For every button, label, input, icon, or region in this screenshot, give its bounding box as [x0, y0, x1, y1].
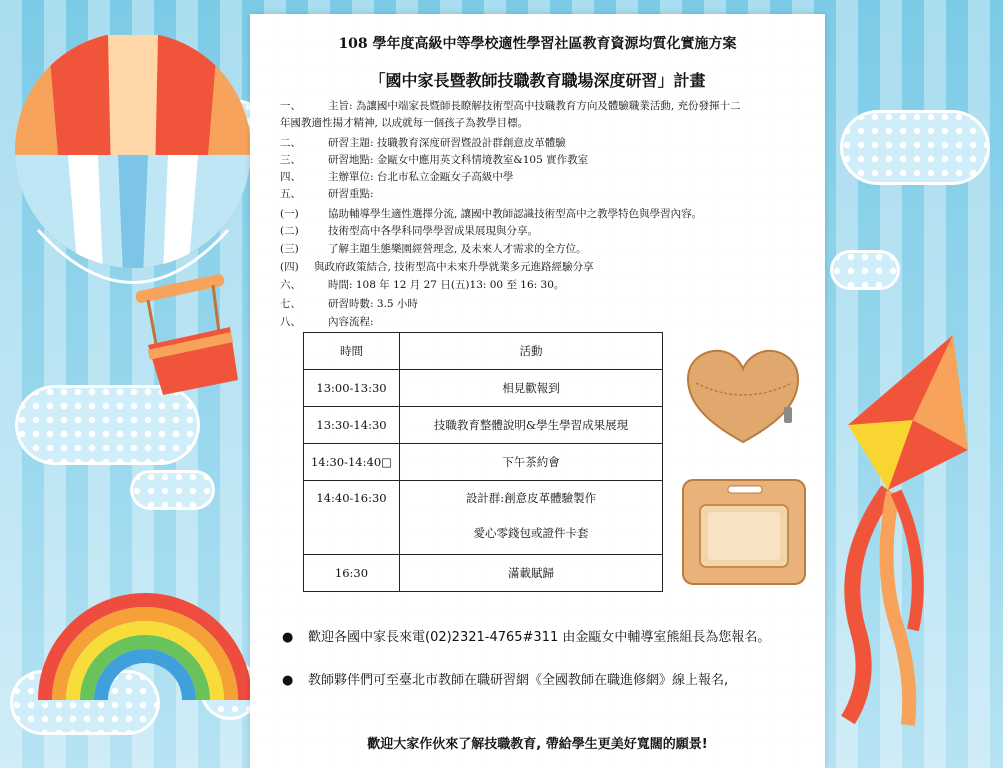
section-item: 五、 研習重點: [280, 188, 374, 200]
activity-cell: 滿載賦歸 [400, 555, 663, 592]
program-title: 108 學年度高級中等學校適性學習社區教育資源均質化實施方案 [338, 36, 737, 52]
heart-coin-purse-image [686, 347, 801, 447]
table-row [304, 481, 663, 555]
rainbow-icon [30, 570, 255, 700]
registration-note-text: 教師夥伴們可至臺北市教師在職研習網《全國教師在職進修網》線上報名, [308, 673, 729, 688]
flyer-document [250, 14, 825, 768]
cloud-decoration [830, 250, 900, 290]
section-item: 六、 時間: 108 年 12 月 27 日(五)13: 00 至 16: 30。 [280, 279, 565, 291]
time-cell: 16:30 [304, 555, 400, 592]
closing-message: 歡迎大家作伙來了解技職教育, 帶給學生更美好寬闊的願景! [367, 737, 708, 752]
section-item: (二) 技術型高中各學科同學學習成果展現與分享。 [280, 225, 538, 237]
card-holder-image [680, 472, 810, 590]
activity-line: 愛心零錢包或證件卡套 [473, 525, 589, 540]
table-row [304, 370, 663, 407]
cloud-decoration [840, 110, 990, 185]
cloud-decoration [130, 470, 215, 510]
hot-air-balloon-icon [8, 35, 258, 400]
section-item: (四) 與政府政策結合, 技術型高中未來升學就業多元進路經驗分享 [280, 261, 594, 273]
table-header: 活動 [400, 333, 663, 370]
activity-line: 設計群:創意皮革體驗製作 [465, 490, 597, 505]
section-item: 一、 主旨: 為讓國中端家長暨師長瞭解技術型高中技職教育方向及體驗職業活動, 充份發揮十二 [280, 100, 741, 112]
kite-icon [818, 330, 978, 730]
section-item: 七、 研習時數: 3.5 小時 [280, 298, 418, 310]
table-row [304, 555, 663, 592]
section-item: 八、 內容流程: [280, 316, 374, 328]
time-cell: 13:00-13:30 [304, 370, 400, 407]
time-cell: 14:40-16:30 [304, 481, 400, 555]
section-item: 二、 研習主題: 技職教育深度研習暨設計群創意皮革體驗 [280, 137, 566, 149]
table-row [304, 444, 663, 481]
time-cell: 14:30-14:40□ [304, 444, 400, 481]
flyer-content: 108 學年度高級中等學校適性學習社區教育資源均質化實施方案 「國中家長暨教師技職教育職場深度研習」計畫 一、 主旨: 為讓國中端家長暨師長瞭解技術型高中技職教育方向及體驗職業活動, 充份發揮十二 年國教適性揚才精神, 以成就每一個孩子為教學目標。 二、 研習主題: 技職教育深度研習暨設計群創意皮革體驗 三、 研習地點: 金甌女中應用英文科情境教室&105 實作教室 四、 主辦單位: 台北市私立金甌女子高級中學 五、 研習重點: (一) 協助輔導學生適性選擇分流, 讓國中教師認識技術型高中之教學特色與學習內容。 (二) 技術型高中各學科同學學習成果展現與分享。 (三) 了解主題生態樂園經營理念, 及未來人才需求的全方位。 (四) 與政府政策結合, 技術型高中未來升學就業多元進路經驗分享 六、 時間: 108 年 12 月 27 日(五)13: 00 至 16: 30。 七、 研習時數: 3.5 小時 八、 內容流程: 時間 活動 13:00-13:30 相見歡報到 13:30-14:30 技職教育整體說明&學生學習成果展現 14:30-14:40□ 下午茶約會 14:40-16:30 設計群:創意皮革體驗製作 愛心零錢包或證件卡套 16:30 滿載賦歸 ● 歡迎各國中家長來電(02)2321-4765#311 由金甌女中輔導室熊組長為您報名。 ● 教師夥伴們可至臺北市教師在職研習網《全國教師在職進修網》線上報名, 歡迎大家作伙來了解技職教育, 帶給學生更美好寬闊的願景! [250, 14, 825, 768]
activity-cell: 下午茶約會 [400, 444, 663, 481]
section-item: (三) 了解主題生態樂園經營理念, 及未來人才需求的全方位。 [280, 243, 587, 255]
table-row [304, 407, 663, 444]
schedule-table [303, 332, 663, 592]
activity-cell: 相見歡報到 [400, 370, 663, 407]
section-item: 三、 研習地點: 金甌女中應用英文科情境教室&105 實作教室 [280, 154, 589, 166]
event-title: 「國中家長暨教師技職教育職場深度研習」計畫 [369, 71, 706, 90]
activity-cell: 技職教育整體說明&學生學習成果展現 [400, 407, 663, 444]
section-item: (一) 協助輔導學生適性選擇分流, 讓國中教師認識技術型高中之教學特色與學習內容。 [280, 208, 703, 220]
activity-cell [400, 481, 663, 555]
section-item: 四、 主辦單位: 台北市私立金甌女子高級中學 [280, 171, 514, 183]
contact-note-text: 歡迎各國中家長來電(02)2321-4765#311 由金甌女中輔導室熊組長為您報名。 [308, 630, 771, 645]
time-cell: 13:30-14:30 [304, 407, 400, 444]
table-header-row [304, 333, 663, 370]
section-item: 年國教適性揚才精神, 以成就每一個孩子為教學目標。 [280, 117, 529, 129]
table-header: 時間 [304, 333, 400, 370]
